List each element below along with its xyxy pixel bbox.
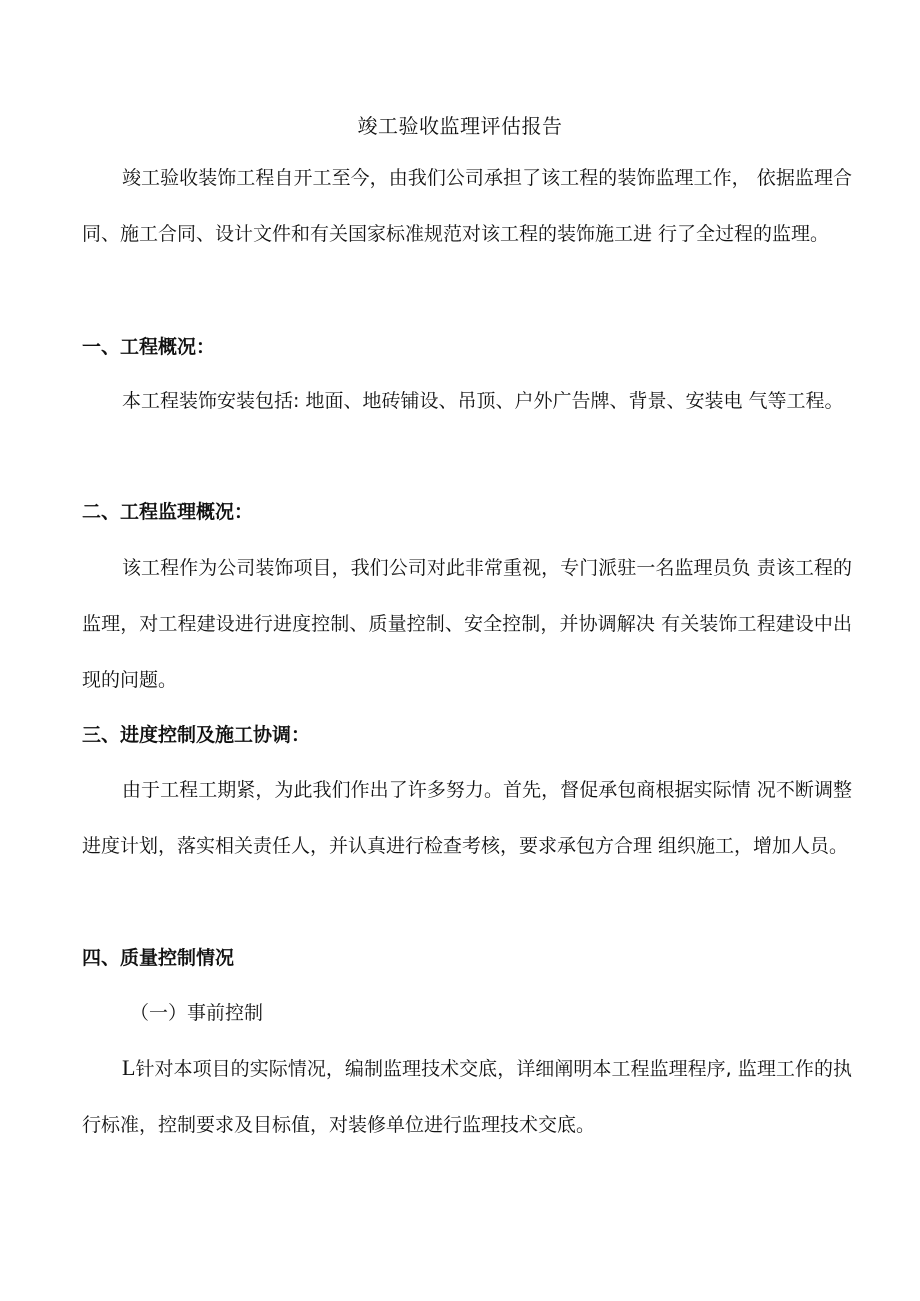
section-4-subheading-1: （一）事前控制 <box>130 1002 264 1024</box>
section-3-body: 由于工程工期紧，为此我们作出了许多努力。首先，督促承包商根据实际情 况不断调整进度计划，落实相关责任人，并认真进行检查考核，要求承包方合理 组织施工，增加人员。 <box>82 779 852 857</box>
section-3-heading: 三、进度控制及施工协调： <box>82 724 311 746</box>
section-2-body: 该工程作为公司装饰项目，我们公司对此非常重视，专门派驻一名监理员负 责该工程的监理，对工程建设进行进度控制、质量控制、安全控制，并协调解决 有关装饰工程建设中出现的问题。 <box>82 557 852 691</box>
section-2-heading: 二、工程监理概况： <box>82 501 254 523</box>
section-1-heading: 一、工程概况： <box>82 336 216 358</box>
list-marker: L <box>122 1055 136 1080</box>
document-title: 竣工验收监理评估报告 <box>357 114 563 138</box>
section-4-heading: 四、质量控制情况 <box>82 947 235 969</box>
section-4-sub-1-text: 针对本项目的实际情况，编制监理技术交底，详细阐明本工程监理程序, 监理工作的执行标准，控制要求及目标值，对装修单位进行监理技术交底。 <box>82 1058 852 1136</box>
section-4-sub-1-body <box>82 1040 852 1153</box>
section-1-body: 本工程装饰安装包括: 地面、地砖铺设、吊顶、户外广告牌、背景、安装电 气等工程。 <box>122 390 844 412</box>
intro-paragraph: 竣工验收装饰工程自开工至今，由我们公司承担了该工程的装饰监理工作， 依据监理合同、施工合同、设计文件和有关国家标准规范对该工程的装饰施工进 行了全过程的监理。 <box>82 167 852 245</box>
